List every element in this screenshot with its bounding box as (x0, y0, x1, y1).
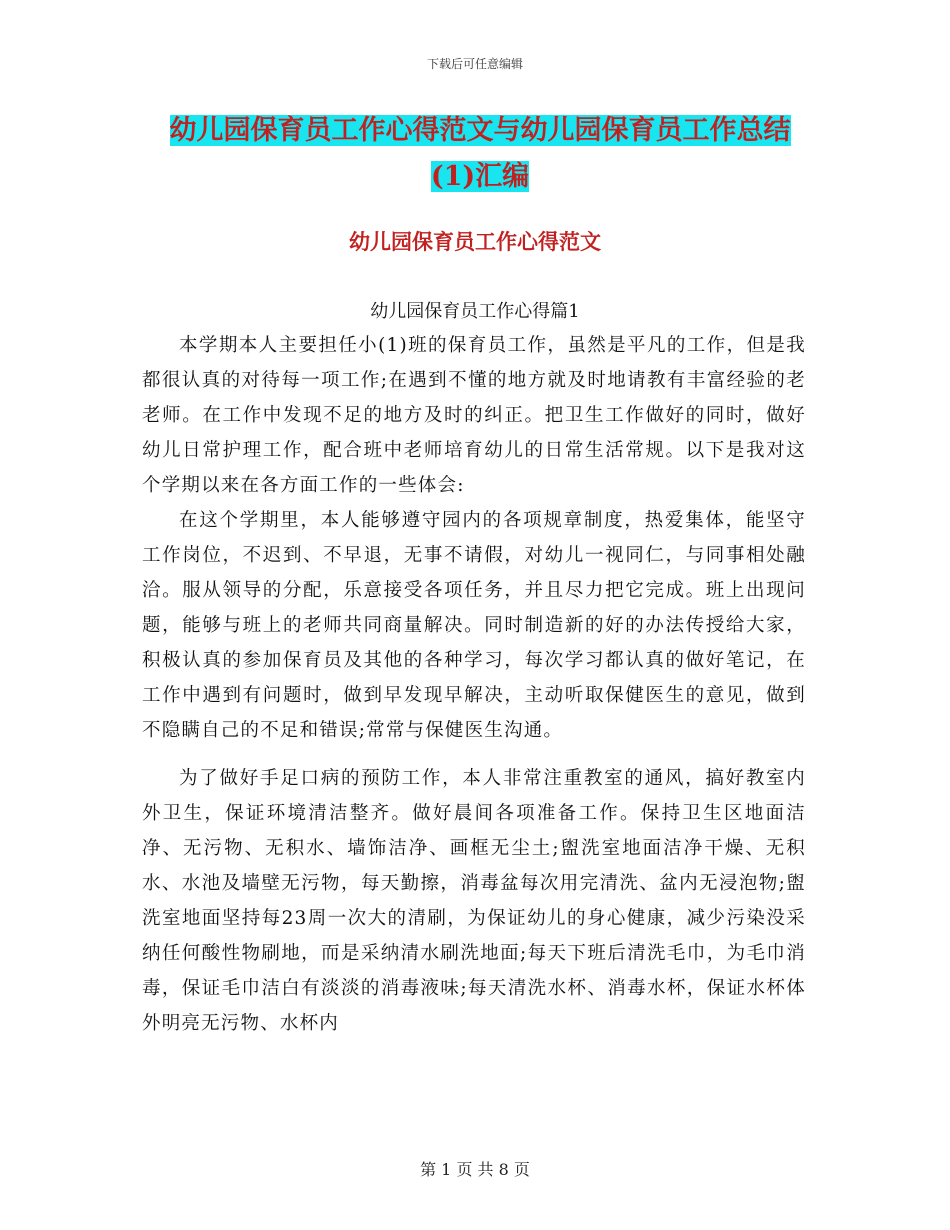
page-number-footer: 第 1 页 共 8 页 (420, 1160, 530, 1179)
paragraph: 在这个学期里，本人能够遵守园内的各项规章制度，热爱集体，能坚守工作岗位，不迟到、不早退，无事不请假，对幼儿一视同仁，与同事相处融洽。服从领导的分配，乐意接受各项任务，并且尽力把它完成。班上出现问题，能够与班上的老师共同商量解决。同时制造新的好的办法传授给大家，积极认真的参加保育员及其他的各种学习，每次学习都认真的做好笔记，在工作中遇到有问题时，做到早发现早解决，主动听取保健医生的意见，做到不隐瞒自己的不足和错误;常常与保健医生沟通。 (142, 510, 806, 741)
document-title (150, 108, 810, 200)
document-title-line2: (1)汇编 (430, 161, 530, 192)
document-title-line1: 幼儿园保育员工作心得范文与幼儿园保育员工作总结 (169, 115, 791, 146)
paragraph: 本学期本人主要担任小(1)班的保育员工作，虽然是平凡的工作，但是我都很认真的对待每一项工作;在遇到不懂的地方就及时地请教有丰富经验的老老师。在工作中发现不足的地方及时的纠正。把卫生工作做好的同时，做好幼儿日常护理工作，配合班中老师培育幼儿的日常生活常规。以下是我对这个学期以来在各方面工作的一些体会: (142, 335, 806, 496)
body-text (142, 328, 806, 1041)
section-title: 幼儿园保育员工作心得范文 (349, 229, 601, 254)
paragraph: 为了做好手足口病的预防工作，本人非常注重教室的通风，搞好教室内外卫生，保证环境清洁整齐。做好晨间各项准备工作。保持卫生区地面洁净、无污物、无积水、墙饰洁净、画框无尘土;盥洗室地面洁净干燥、无积水、水池及墙壁无污物，每天勤擦，消毒盆每次用完清洗、盆内无浸泡物;盥洗室地面坚持每23周一次大的清刷，为保证幼儿的身心健康，减少污染没采纳任何酸性物刷地，而是采纳清水刷洗地面;每天下班后清洗毛巾，为毛巾消毒，保证毛巾洁白有淡淡的消毒液味;每天清洗水杯、消毒水杯，保证水杯体外明亮无污物、水杯内 (142, 768, 806, 1034)
sub-title: 幼儿园保育员工作心得篇1 (370, 301, 580, 322)
header-note: 下载后可任意编辑 (426, 57, 523, 71)
